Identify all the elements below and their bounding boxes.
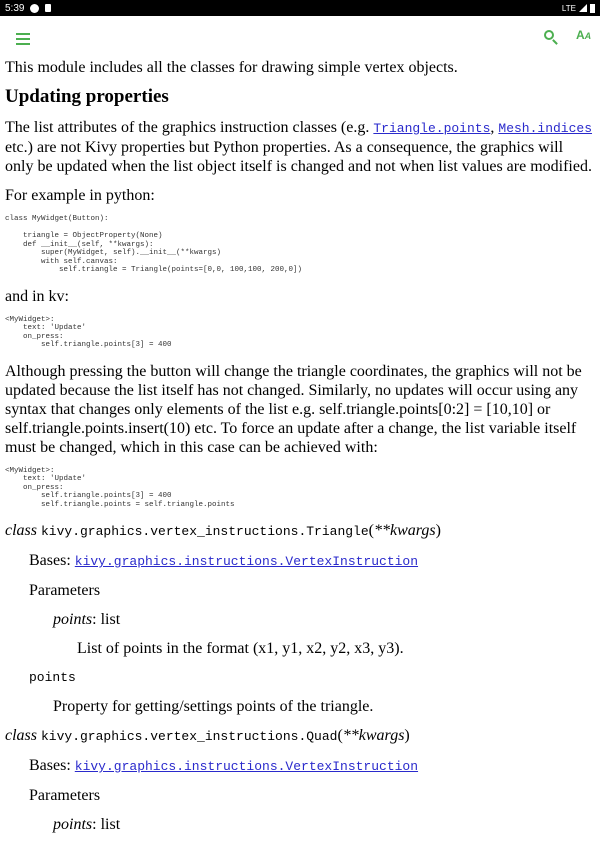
param-desc: List of points in the format (x1, y1, x2, y2, x3, y3). — [77, 640, 404, 657]
paragraph: Although pressing the button will change the triangle coordinates, the graphics will not be updated because the list itself has not changed. Similarly, no updates will occur using any syntax that changes only elements of the list e.g. self.triangle.points[0:2] = [10,10] or self.triangle.points.insert(10) etc. To force an update after a change, the list variable itself must be changed, which in this case can be achieved with: — [5, 362, 582, 456]
link-triangle-points[interactable]: Triangle.points — [373, 121, 491, 136]
section-heading: Updating properties — [5, 86, 169, 107]
battery-icon — [590, 4, 595, 13]
attribute-name: points — [29, 670, 76, 685]
clock: 5:39 — [5, 2, 25, 14]
network-type: LTE — [561, 3, 576, 13]
params-label: Parameters — [29, 787, 101, 804]
link-vertex-instruction[interactable]: kivy.graphics.instructions.VertexInstruction — [74, 759, 419, 774]
menu-icon[interactable] — [16, 33, 30, 48]
signal-icon — [579, 4, 587, 12]
paragraph: The list attributes of the graphics instruction classes (e.g. Triangle.points, Mesh.indices etc.) are not Kivy properties but Python properties. As a consequence, the graphics will only be updated when the list object itself is changed and not when list values are modified. — [5, 119, 593, 175]
code-block: <MyWidget>: text: 'Update' on_press: self.triangle.points[3] = 400 self.triangle.points = self.triangle.points — [5, 466, 235, 509]
intro-text: This module includes all the classes for drawing simple vertex objects. — [5, 59, 458, 76]
font-size-icon[interactable]: AA — [576, 28, 592, 42]
status-bar — [0, 0, 600, 16]
app-bar — [0, 16, 600, 56]
link-vertex-instruction[interactable]: kivy.graphics.instructions.VertexInstruction — [74, 554, 419, 569]
code-block: <MyWidget>: text: 'Update' on_press: self.triangle.points[3] = 400 — [5, 315, 172, 349]
paragraph: and in kv: — [5, 287, 69, 305]
doc-content — [5, 58, 595, 844]
bases: Bases: kivy.graphics.instructions.VertexInstruction — [29, 552, 419, 569]
attribute-desc: Property for getting/settings points of the triangle. — [53, 698, 374, 715]
class-signature-quad: class kivy.graphics.vertex_instructions.Quad(**kwargs) — [5, 727, 410, 744]
bases: Bases: kivy.graphics.instructions.VertexInstruction — [29, 757, 419, 774]
notification-icon — [30, 4, 39, 13]
sd-card-icon — [45, 4, 51, 12]
class-signature-triangle: class kivy.graphics.vertex_instructions.Triangle(**kwargs) — [5, 522, 441, 539]
code-block: class MyWidget(Button): triangle = ObjectProperty(None) def __init__(self, **kwargs): super(MyWidget, self).__init__(**kwargs) with self.canvas: self.triangle = Triangle(points=[0,0, 100,100, 200,0]) — [5, 215, 303, 274]
param: points: list — [53, 611, 121, 628]
param: points: list — [53, 816, 121, 833]
paragraph: For example in python: — [5, 187, 155, 204]
params-label: Parameters — [29, 582, 101, 599]
search-icon[interactable] — [544, 30, 554, 40]
link-mesh-indices[interactable]: Mesh.indices — [498, 121, 593, 136]
